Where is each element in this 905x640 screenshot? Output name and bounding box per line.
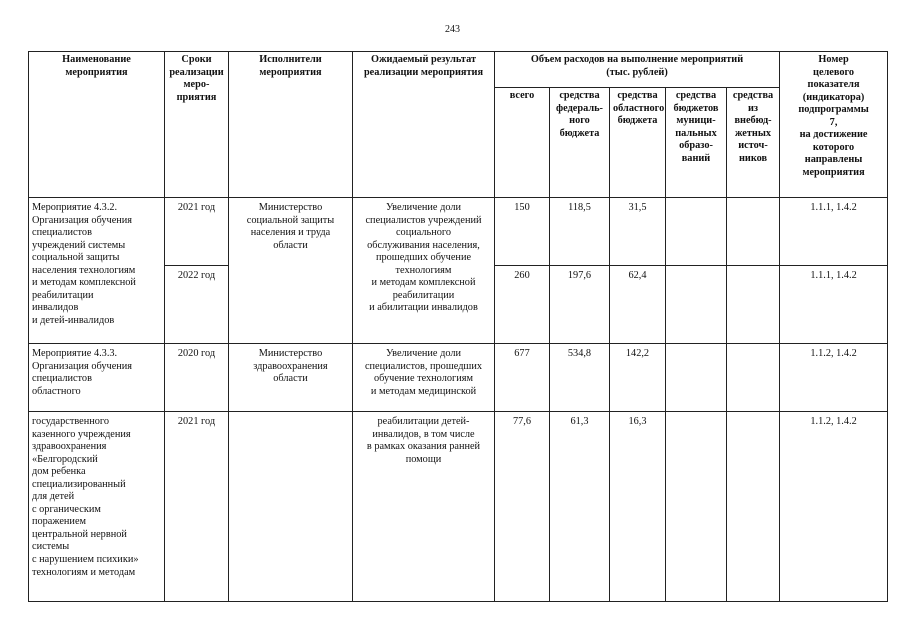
header-total: всего: [495, 88, 550, 198]
extra-cell: [727, 412, 780, 602]
total-cell: 677: [495, 344, 550, 412]
activity-name: Мероприятие 4.3.2. Организация обучения специалистов учреждений системы социальной защиты населения технологиям и методам комплексной реабилитации инвалидов и детей-инвалидов: [29, 198, 165, 344]
page-number: 243: [445, 24, 460, 35]
indicator-cell: 1.1.2, 1.4.2: [780, 344, 888, 412]
header-result: Ожидаемый результат реализации мероприятия: [353, 52, 495, 198]
executor-cell: Министерство здравоохранения области: [229, 344, 353, 412]
header-expenses: Объем расходов на выполнение мероприятий (тыс. рублей): [495, 52, 780, 88]
total-cell: 77,6: [495, 412, 550, 602]
term-cell: 2020 год: [165, 344, 229, 412]
term-cell: 2021 год: [165, 412, 229, 602]
regional-cell: 142,2: [610, 344, 666, 412]
header-name: Наименование мероприятия: [29, 52, 165, 198]
table-row: [29, 344, 888, 412]
term-cell: 2022 год: [165, 266, 229, 344]
extra-cell: [727, 198, 780, 266]
regional-cell: 16,3: [610, 412, 666, 602]
result-cell: реабилитации детей- инвалидов, в том числе в рамках оказания ранней помощи: [353, 412, 495, 602]
extra-cell: [727, 344, 780, 412]
federal-cell: 534,8: [550, 344, 610, 412]
header-municipal: средства бюджетов муници- пальных образо- ваний: [666, 88, 727, 198]
regional-cell: 62,4: [610, 266, 666, 344]
municipal-cell: [666, 266, 727, 344]
executor-cell: [229, 412, 353, 602]
indicator-cell: 1.1.1, 1.4.2: [780, 266, 888, 344]
activity-name: Мероприятие 4.3.3. Организация обучения специалистов областного: [29, 344, 165, 412]
municipal-cell: [666, 198, 727, 266]
header-extra: средства из внебюд- жетных источ- ников: [727, 88, 780, 198]
federal-cell: 61,3: [550, 412, 610, 602]
indicator-cell: 1.1.1, 1.4.2: [780, 198, 888, 266]
federal-cell: 118,5: [550, 198, 610, 266]
executor-cell: Министерство социальной защиты населения и труда области: [229, 198, 353, 344]
header-indicator: Номер целевого показателя (индикатора) подпрограммы 7, на достижение которого направлены мероприятия: [780, 52, 888, 198]
header-regional: средства областного бюджета: [610, 88, 666, 198]
result-cell: Увеличение доли специалистов, прошедших обучение технологиям и методам медицинской: [353, 344, 495, 412]
header-federal: средства федераль- ного бюджета: [550, 88, 610, 198]
regional-cell: 31,5: [610, 198, 666, 266]
federal-cell: 197,6: [550, 266, 610, 344]
total-cell: 150: [495, 198, 550, 266]
table-row: [29, 412, 888, 602]
indicator-cell: 1.1.2, 1.4.2: [780, 412, 888, 602]
activity-name: государственного казенного учреждения здравоохранения «Белгородский дом ребенка специализированный для детей с органическим поражением центральной нервной системы с нарушением психики» технологиям и методам: [29, 412, 165, 602]
municipal-cell: [666, 412, 727, 602]
total-cell: 260: [495, 266, 550, 344]
municipal-cell: [666, 344, 727, 412]
header-terms: Сроки реализации меро- приятия: [165, 52, 229, 198]
program-activities-table: [28, 51, 888, 602]
header-executors: Исполнители мероприятия: [229, 52, 353, 198]
extra-cell: [727, 266, 780, 344]
term-cell: 2021 год: [165, 198, 229, 266]
result-cell: Увеличение доли специалистов учреждений социального обслуживания населения, прошедших обучение технологиям и методам комплексной реабилитации и абилитации инвалидов: [353, 198, 495, 344]
table-row: [29, 198, 888, 266]
